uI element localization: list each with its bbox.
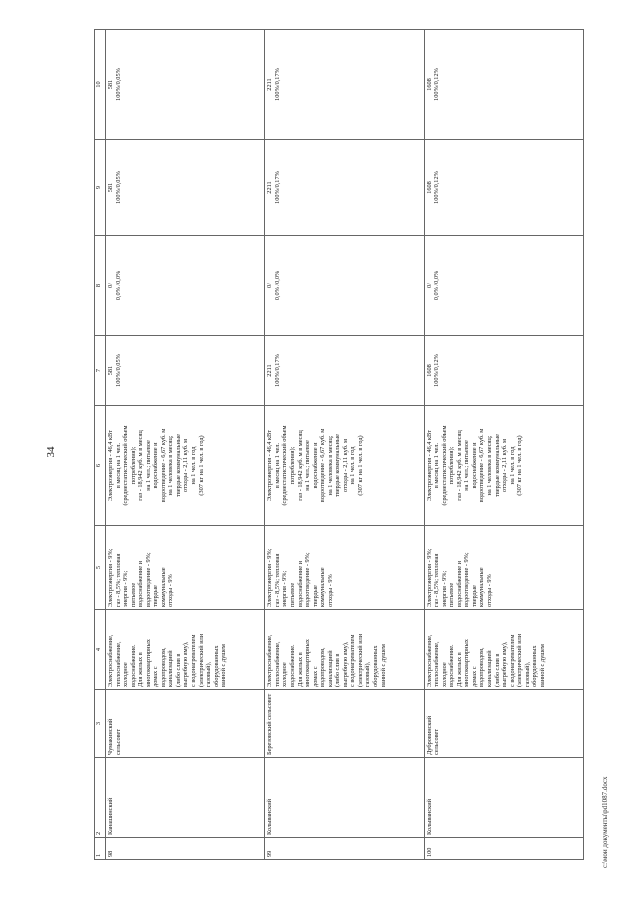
row-number: 98 <box>106 838 265 860</box>
services-cell: Электроснабжение, теплоснабжение, холодное водоснабжение. Для жилых в многоквартирных домах с водопроводом, канализацией (либо слив в выгребную яму), с водонагревателем (электрический или газовый), оборудованных ванной с душем <box>265 610 424 690</box>
column-header: 4 <box>95 610 106 690</box>
table-row <box>265 30 424 860</box>
col7-cell: 1608 100%/0,12% <box>424 336 583 406</box>
file-path-footer: c:\мои документы\pd1087.docx <box>601 776 609 868</box>
column-header: 6 <box>95 406 106 526</box>
rotated-table-container <box>94 30 584 860</box>
norms-cell: Электроэнергия - 46,4 кВт в месяц на 1 чел. (среднестатистический объем потребления); газ - 18,942 куб. м в месяц на 1 чел.; питьевое водоснабжение и водоотведение - 6,67 куб. м на 1 человека в месяц; твердые коммунальные отходы - 2,11 куб. м на 1 чел. в год (307 кг на 1 чел. в год) <box>106 406 265 526</box>
tariff-table <box>94 29 584 860</box>
col7-cell: 2211 100%/0,17% <box>265 336 424 406</box>
col9-cell: 1608 100%/0,12% <box>424 140 583 236</box>
row-number: 100 <box>424 838 583 860</box>
council-cell: Чумакинский сельсовет <box>106 690 265 758</box>
norms-cell: Электроэнергия - 46,4 кВт в месяц на 1 чел. (среднестатистический объем потребления); газ - 18,942 куб. м в месяц на 1 чел.; питьевое водоснабжение и водоотведение - 6,67 куб. м на 1 человека в месяц; твердые коммунальные отходы - 2,11 куб. м на 1 чел. в год (307 кг на 1 чел. в год) <box>265 406 424 526</box>
column-header: 9 <box>95 140 106 236</box>
column-number-row <box>95 30 106 860</box>
shares-cell: Электроэнергия - 9%; газ - 8,5%; тепловая энергия - 9%; питьевое водоснабжение и водоотведение - 9%; твердые коммунальные отходы - 9% <box>106 526 265 610</box>
page-number: 34 <box>45 446 57 458</box>
table-row <box>424 30 583 860</box>
column-header: 8 <box>95 236 106 336</box>
column-header: 1 <box>95 838 106 860</box>
services-cell: Электроснабжение, теплоснабжение, холодное водоснабжение. Для жилых в многоквартирных домах с водопроводом, канализацией (либо слив в выгребную яму), с водонагревателем (электрический или газовый), оборудованных ванной с душем <box>424 610 583 690</box>
col8-cell: 0/ 0,0% /0,0% <box>106 236 265 336</box>
col8-cell: 0/ 0,0% /0,0% <box>265 236 424 336</box>
col10-cell: 2211 100%/0,17% <box>265 30 424 140</box>
col10-cell: 581 100%/0,05% <box>106 30 265 140</box>
services-cell: Электроснабжение, теплоснабжение, холодное водоснабжение. Для жилых в многоквартирных домах с водопроводом, канализацией (либо слив в выгребную яму), с водонагревателем (электрический или газовый), оборудованных ванной с душем <box>106 610 265 690</box>
row-number: 99 <box>265 838 424 860</box>
column-header: 5 <box>95 526 106 610</box>
table-row <box>106 30 265 860</box>
column-header: 7 <box>95 336 106 406</box>
col9-cell: 2211 100%/0,17% <box>265 140 424 236</box>
column-header: 3 <box>95 690 106 758</box>
council-cell: Дубровинский сельсовет <box>424 690 583 758</box>
district-cell: Колыванский <box>265 758 424 838</box>
col8-cell: 0/ 0,0% /0,0% <box>424 236 583 336</box>
col9-cell: 581 100%/0,05% <box>106 140 265 236</box>
district-cell: Канашинский <box>106 758 265 838</box>
council-cell: Березовский сельсовет <box>265 690 424 758</box>
district-cell: Колыванский <box>424 758 583 838</box>
col10-cell: 1608 100%/0,12% <box>424 30 583 140</box>
norms-cell: Электроэнергия - 46,4 кВт в месяц на 1 чел. (среднестатистический объем потребления); газ - 18,942 куб. м в месяц на 1 чел.; питьевое водоснабжение и водоотведение - 6,67 куб. м на 1 человека в месяц; твердые коммунальные отходы - 2,11 куб. м на 1 чел. в год (307 кг на 1 чел. в год) <box>424 406 583 526</box>
shares-cell: Электроэнергия - 9%; газ - 8,5%; тепловая энергия - 9%; питьевое водоснабжение и водоотведение - 9%; твердые коммунальные отходы - 9% <box>265 526 424 610</box>
column-header: 10 <box>95 30 106 140</box>
col7-cell: 581 100%/0,05% <box>106 336 265 406</box>
shares-cell: Электроэнергия - 9%; газ - 8,5%; тепловая энергия - 9%; питьевое водоснабжение и водоотведение - 9%; твердые коммунальные отходы - 9% <box>424 526 583 610</box>
column-header: 2 <box>95 758 106 838</box>
